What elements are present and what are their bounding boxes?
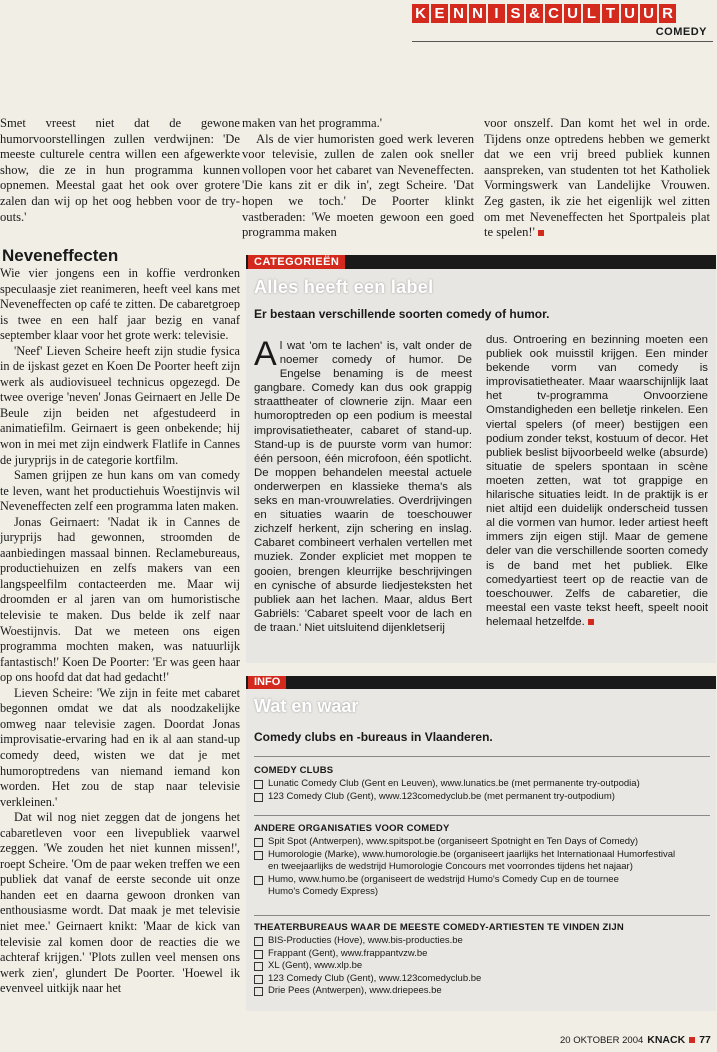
section-letter: I [488, 4, 505, 23]
divider [254, 915, 710, 916]
info-entry-text: Humo's Comedy Express) [268, 886, 379, 897]
article-subheading: Neveneffecten [2, 246, 119, 265]
paragraph: Lieven Scheire: 'We zijn in feite met cabaret begonnen omdat we dat als noodzakelijke omweg naar televisie zagen. Doordat Jonas improvisatie-ervaring had en ik al aan stand-up comedy deed, wisten we dat je met humoroptredens van niemand iemand kon worden. Het zou de stap naar televisie verkleinen.' [0, 685, 240, 809]
section-letter: T [602, 4, 619, 23]
paragraph: Jonas Geirnaert: 'Nadat ik in Cannes de juryprijs had gewonnen, stroomden de aanbiedingen massaal binnen. Reclamebureaus, productiehuizen en zelfs makers van een langspeelfilm contacteerden me. Maar wij droomden er al jaren van om humoristische televisie te maken. Dus belde ik zelf naar Woestijnvis. Dat we meteen ons eigen programma mochten maken, was natuurlijk fantastisch!' Koen De Poorter: 'Er was geen haar op ons hoofd dat dat had gedacht!' [0, 514, 240, 685]
info-section-theatre-agencies [254, 922, 710, 998]
info-entry-text: XL (Gent), www.xlp.be [268, 960, 363, 971]
checkbox-icon [254, 838, 263, 847]
info-entry [254, 849, 710, 862]
categories-text-1: l wat 'om te lachen' is, valt onder de noemer comedy of humor. De Engelse benaming is de meest gangbare. Comedy kan dus ook grappig straattheater of clownerie zijn. Maar een humoroptreden op een podium is meestal improvisatietheater, cabaret of stand-up. Stand-up is de puurste vorm van humor: één persoon, één microfoon, één spotlicht. De moppen behandelen meestal actuele onderwerpen en klassieke thema's als seks en man-vrouwrelaties. Overdrijvingen en situaties waarin de toeschouwer zichzelf herkent, zijn schering en inslag. Cabaret combineert verhalen vertellen met muziek. Zonder expliciet met moppen te gooien, brengen kleurrijke beschrijvingen en cynische of absurde liedjesteksten het publiek aan het lachen. Maar, aldus Bert Gabriëls: 'Cabaret speelt voor de lach en de traan.' Niet uitsluitend dijenkletserij [254, 340, 472, 634]
categories-subtitle: Er bestaan verschillende soorten comedy of humor. [254, 307, 550, 321]
section-letter: U [564, 4, 581, 23]
info-box [246, 676, 716, 1011]
paragraph [484, 116, 710, 241]
section-letter: U [621, 4, 638, 23]
paragraph: Samen grijpen ze hun kans om van comedy te leven, want het productiehuis Woestijnvis wil Neveneffecten zelf een programma laten maken. [0, 468, 240, 514]
section-header [412, 4, 713, 42]
checkbox-icon [254, 780, 263, 789]
red-square-icon [689, 1037, 695, 1043]
info-entry-text: en tweejaarlijks de wedstrijd Humorologie Concours met voorrondes tijdens het najaar) [268, 861, 633, 872]
drop-cap: A [254, 335, 277, 373]
paragraph: Dat wil nog niet zeggen dat de jongens het cabaretleven voor een livepubliek vaarwel zeggen. 'We zouden het niet kunnen missen!', roept Scheire. 'Om de paar weken treffen we een publiek dat vanaf de eerste seconde uit onze handen eet en daarna gewoon dronken van enthousiasme wordt. Dat maak je met televisie niet mee.' Geirnaert knikt: 'Maar de kick van televisie zal komen door de reacties die we achteraf krijgen.' 'Plots zullen veel mensen ons werk zien', glundert De Poorter. 'Hoewel ik evenveel uitkijk naar het [0, 810, 240, 996]
info-label: INFO [248, 676, 286, 689]
info-section-comedy-clubs [254, 765, 710, 803]
categories-column-1 [254, 335, 472, 635]
checkbox-icon [254, 793, 263, 802]
info-entry-text: Frappant (Gent), www.frappantvzw.be [268, 947, 428, 959]
info-entry-text: 123 Comedy Club (Gent), www.123comedyclub.be [268, 972, 482, 984]
info-entry [254, 836, 710, 849]
magazine-name: KNACK [647, 1034, 686, 1046]
paragraph: Wie vier jongens een in koffie verdronken speculaasje ziet reanimeren, heeft veel kans met Neveneffecten op café te zitten. De cabaretgroep is twee en een half jaar bezig en vanaf september klaar voor het grote werk: televisie. [0, 266, 240, 343]
section-letter: U [640, 4, 657, 23]
categories-title: Alles heeft een label [254, 277, 434, 297]
end-mark-icon [538, 230, 544, 236]
column-3-intro [484, 116, 710, 241]
paragraph: 'Neef' Lieven Scheire heeft zijn studie fysica in de ijskast gezet en Koen De Poorter heeft zijn werk als audiovisueel technicus opgezegd. De twee overige 'neven' Jonas Geirnaert en Jelle De Beule zijn beiden net afgestudeerd in animatiefilm. Geirnaert is geen onbekende; hij won in mei met zijn eindwerk Flatlife in Cannes de juryprijs in de categorie kortfilm. [0, 343, 240, 467]
divider [254, 815, 710, 816]
info-entry-text: BIS-Producties (Hove), www.bis-producties.be [268, 935, 463, 946]
info-entry [254, 935, 710, 948]
paragraph: Als de vier humoristen goed werk leveren voor televisie, zullen de zalen ook sneller vollopen voor het cabaret van Neveneffecten. 'Die kans zit er dik in', zegt Scheire. 'Dat hopen we toch.' De Poorter klinkt vastberaden: 'We moeten gewoon een goed programma maken [242, 131, 474, 240]
subsection-label: COMEDY [412, 26, 713, 42]
checkbox-icon [254, 851, 263, 860]
info-entry [254, 791, 710, 804]
checkbox-icon [254, 937, 263, 946]
categories-column-2 [486, 333, 708, 629]
checkbox-icon [254, 950, 263, 959]
info-entry [254, 874, 710, 887]
section-letter: S [507, 4, 524, 23]
info-entry [254, 948, 710, 961]
info-entry [254, 985, 710, 998]
section-title-letters [412, 4, 713, 23]
info-entry [254, 778, 710, 791]
info-entry [254, 861, 710, 874]
info-entry-text: Spit Spot (Antwerpen), www.spitspot.be (organiseert Spotnight en Ten Days of Comedy) [268, 836, 638, 847]
info-subtitle: Comedy clubs en -bureaus in Vlaanderen. [254, 730, 493, 744]
info-entry-text: Humorologie (Marke), www.humorologie.be (organiseert jaarlijks het Internationaal Humorfestival [268, 848, 676, 860]
info-entry-text: Humo, www.humo.be (organiseert de wedstrijd Humo's Comedy Cup en de tournee [268, 873, 619, 885]
info-bar [246, 676, 716, 689]
page-number: 77 [699, 1034, 711, 1046]
categories-box [246, 255, 716, 663]
column-2-intro [242, 116, 474, 241]
categories-text-2: dus. Ontroering en bezinning moeten een publiek ook muisstil krijgen. Een minder bekende vorm van comedy is improvisatietheater. Maar waarschijnlijk laat het tv-programma Onvoorziene Omstandigheden een belletje rinkelen. Een viertal spelers (of meer) bestijgen een podium zonder tekst, kostuum of decor. Het publiek beslist bijvoorbeeld welke (absurde) situatie de spelers spontaan in scène moeten zetten, wat tot grappige en hilarische situaties leidt. In de praktijk is er niet altijd een duidelijk onderscheid tussen al die vormen van humor. Ieder artiest heeft immers zijn eigen stijl. Maar de gemene deler van die verschillende soorten comedy is de band met het publiek. Elke comedyartiest teert op de reactie van de toeschouwer. Zelfs de cabaretier, die meestal een vaste tekst heeft, speelt nooit helemaal hetzelfde. [486, 334, 708, 628]
info-section-other-organisations [254, 823, 710, 899]
section-letter: R [659, 4, 676, 23]
paragraph: maken van het programma.' [242, 116, 383, 130]
info-title: Wat en waar [254, 696, 359, 716]
checkbox-icon [254, 987, 263, 996]
section-letter: E [431, 4, 448, 23]
section-letter: L [583, 4, 600, 23]
divider [254, 756, 710, 757]
issue-date: 20 OKTOBER 2004 [560, 1034, 644, 1046]
info-entry-text: Drie Pees (Antwerpen), www.driepees.be [268, 985, 442, 996]
section-letter: & [526, 4, 543, 23]
info-section-heading: ANDERE ORGANISATIES VOOR COMEDY [254, 823, 450, 834]
column-1-body [0, 266, 240, 997]
info-section-heading: THEATERBUREAUS WAAR DE MEESTE COMEDY-ARTIESTEN TE VINDEN ZIJN [254, 922, 624, 933]
info-section-heading: COMEDY CLUBS [254, 765, 334, 776]
info-entry-text: 123 Comedy Club (Gent), www.123comedyclub.be (met permanent try-outpodium) [268, 790, 615, 802]
checkbox-icon [254, 975, 263, 984]
paragraph: Smet vreest niet dat de gewone humorvoorstellingen zullen verdwijnen: 'De meeste culturele centra willen een afgewerkte show, die ze in hun programma kunnen opnemen. Meestal gaat het ook over grotere zalen dan wij op het oog hebben voor de try-outs.' [0, 116, 240, 224]
checkbox-icon [254, 876, 263, 885]
info-entry [254, 960, 710, 973]
section-letter: C [545, 4, 562, 23]
info-entry-text: Lunatic Comedy Club (Gent en Leuven), www.lunatics.be (met permanente try-outpodia) [268, 778, 640, 789]
end-mark-icon [588, 619, 594, 625]
categories-label: CATEGORIEËN [248, 255, 345, 269]
section-letter: N [450, 4, 467, 23]
checkbox-icon [254, 962, 263, 971]
column-1-intro [0, 116, 240, 225]
page-footer [560, 1034, 711, 1046]
info-entry [254, 973, 710, 986]
paragraph-text: voor onszelf. Dan komt het wel in orde. Tijdens onze optredens hebben we gemerkt dat we een vrij breed publiek kunnen aanspreken, van studenten tot het Katholiek Vormingswerk van Landelijke Vrouwen. Zeg gasten, ik zie het eigenlijk wel zitten om met Neveneffecten het Sportpaleis plat te spelen!' [484, 116, 710, 240]
section-letter: N [469, 4, 486, 23]
section-letter: K [412, 4, 429, 23]
info-entry [254, 886, 710, 899]
